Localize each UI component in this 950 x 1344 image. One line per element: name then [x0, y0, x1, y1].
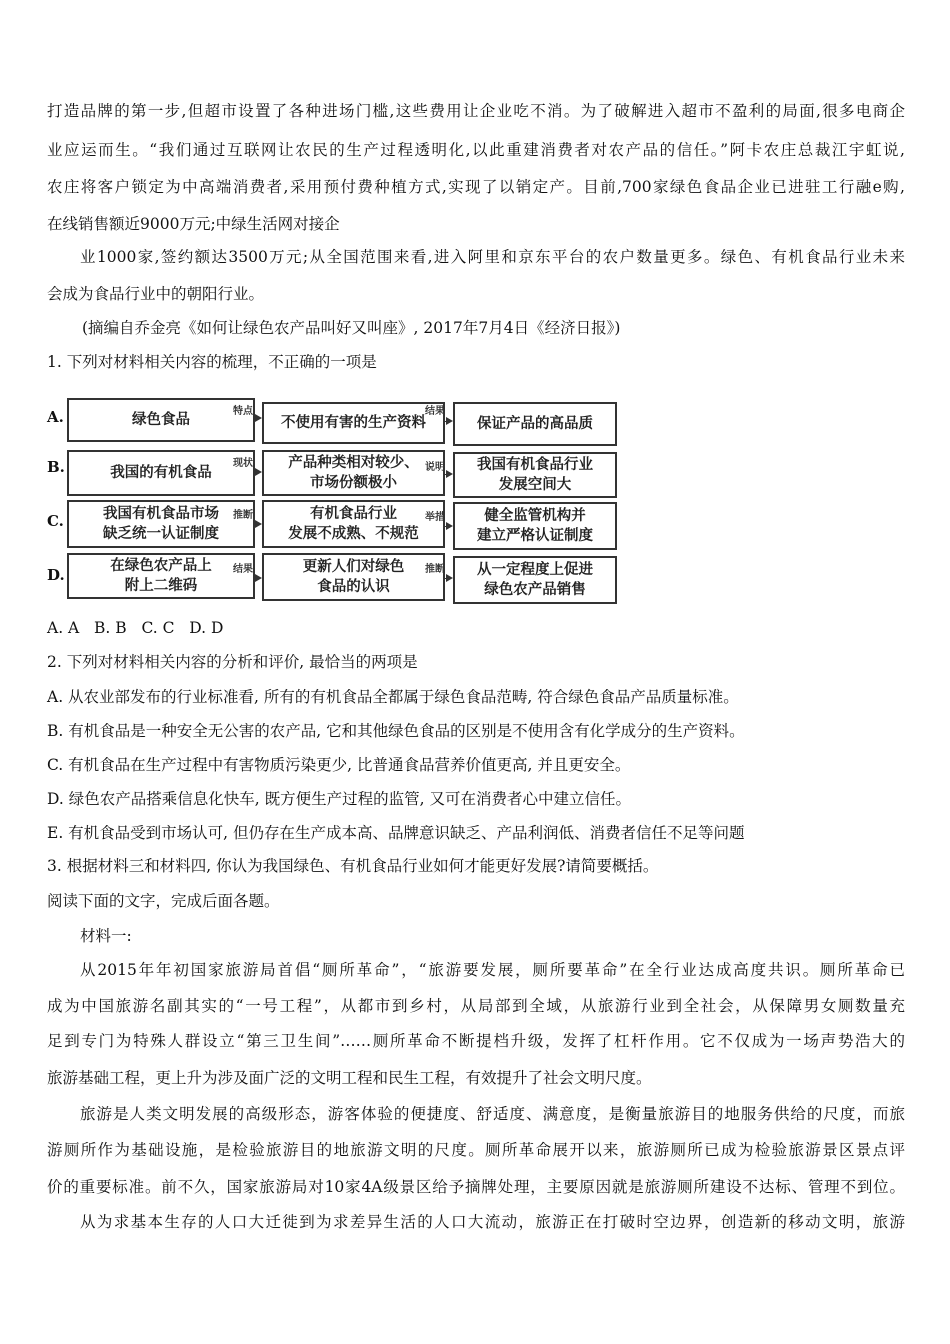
diagram-box: 健全监管机构并 建立严格认证制度	[453, 502, 617, 550]
source-citation: (摘编自乔金亮《如何让绿色农产品叫好又叫座》, 2017年7月4日《经济日报》)	[82, 319, 621, 337]
diagram-box: 我国有机食品行业 发展空间大	[453, 452, 617, 498]
question-1-stem: 1. 下列对材料相关内容的梳理，不正确的一项是	[47, 353, 377, 371]
question-1-options: A. A B. B C. C D. D	[47, 619, 224, 637]
paragraph-line: 游厕所作为基础设施，是检验旅游目的地旅游文明的尺度。厕所革命展开以来，旅游厕所已成为检验旅游景区景点评	[47, 1141, 905, 1159]
arrow-icon	[445, 526, 451, 527]
instruction: 阅读下面的文字，完成后面各题。	[47, 892, 280, 910]
paragraph-line: 会成为食品行业中的朝阳行业。	[47, 285, 265, 303]
paragraph-line: 业应运而生。“我们通过互联网让农民的生产过程透明化,以此重建消费者对农产品的信任。”阿卡农庄总裁江宇虹说,	[47, 141, 905, 159]
paragraph-line: 在线销售额近9000万元;中绿生活网对接企	[47, 215, 340, 233]
arrow-label: 现状	[233, 458, 253, 469]
diagram-box: 保证产品的高品质	[453, 402, 617, 446]
question-2-option-a: A. 从农业部发布的行业标准看, 所有的有机食品全都属于绿色食品范畴, 符合绿色食品产品质量标准。	[47, 688, 739, 706]
arrow-icon	[445, 421, 451, 422]
paragraph-line: 旅游基础工程，更上升为涉及面广泛的文明工程和民生工程，有效提升了社会文明尺度。	[47, 1069, 652, 1087]
paragraph-line: 从为求基本生存的人口大迁徙到为求差异生活的人口大流动，旅游正在打破时空边界，创造新的移动文明，旅游	[80, 1213, 905, 1231]
paragraph-line: 业1000家,签约额达3500万元;从全国范围来看,进入阿里和京东平台的农户数量更多。绿色、有机食品行业未来	[80, 248, 905, 266]
arrow-icon	[255, 524, 260, 525]
paragraph-line: 从2015年年初国家旅游局首倡“厕所革命”，“旅游要发展，厕所要革命”在全行业达成高度共识。厕所革命已	[80, 961, 905, 979]
diagram-box: 我国的有机食品	[67, 450, 255, 496]
diagram-box: 我国有机食品市场 缺乏统一认证制度	[67, 500, 255, 548]
diagram-box: 不使用有害的生产资料	[262, 402, 445, 444]
arrow-label: 特点	[233, 406, 253, 417]
arrow-label: 结果	[233, 564, 253, 575]
paragraph-line: 价的重要标准。前不久，国家旅游局对10家4A级景区给予摘牌处理，主要原因就是旅游厕所建设不达标、管理不到位。	[47, 1178, 905, 1196]
row-label: C.	[47, 512, 64, 530]
diagram-box: 在绿色农产品上 附上二维码	[67, 553, 255, 599]
arrow-icon	[255, 578, 260, 579]
paragraph-line: 足到专门为特殊人群设立“第三卫生间”……厕所革命不断提档升级，发挥了杠杆作用。它不仅成为一场声势浩大的	[47, 1032, 905, 1050]
arrow-label: 说明	[425, 462, 445, 473]
diagram-box: 产品种类相对较少、 市场份额极小	[262, 450, 445, 496]
material-1-title: 材料一:	[80, 927, 132, 945]
diagram-box: 有机食品行业 发展不成熟、不规范	[262, 500, 445, 548]
diagram-box: 从一定程度上促进 绿色农产品销售	[453, 556, 617, 604]
question-2-stem: 2. 下列对材料相关内容的分析和评价, 最恰当的两项是	[47, 653, 418, 671]
row-label: B.	[47, 458, 65, 476]
arrow-label: 推断	[233, 510, 253, 521]
arrow-label: 推断	[425, 564, 445, 575]
row-label: D.	[47, 566, 65, 584]
arrow-icon	[255, 472, 260, 473]
paragraph-line: 农庄将客户锁定为中高端消费者,采用预付费种植方式,实现了以销定产。目前,700家绿色食品企业已进驻工行融e购,	[47, 178, 905, 196]
arrow-icon	[445, 474, 451, 475]
arrow-label: 结果	[425, 406, 445, 417]
diagram-box: 绿色食品	[67, 398, 255, 442]
arrow-label: 举措	[425, 512, 445, 523]
question-1-diagram	[45, 388, 620, 603]
paragraph-line: 打造品牌的第一步,但超市设置了各种进场门槛,这些费用让企业吃不消。为了破解进入超市不盈利的局面,很多电商企	[47, 102, 905, 120]
arrow-icon	[445, 578, 451, 579]
paragraph-line: 旅游是人类文明发展的高级形态，游客体验的便捷度、舒适度、满意度，是衡量旅游目的地服务供给的尺度，而旅	[80, 1105, 905, 1123]
diagram-box: 更新人们对绿色 食品的认识	[262, 553, 445, 601]
row-label: A.	[47, 408, 64, 426]
question-2-option-c: C. 有机食品在生产过程中有害物质污染更少, 比普通食品营养价值更高, 并且更安全。	[47, 756, 631, 774]
question-3-stem: 3. 根据材料三和材料四, 你认为我国绿色、有机食品行业如何才能更好发展?请简要概括。	[47, 857, 659, 875]
question-2-option-d: D. 绿色农产品搭乘信息化快车, 既方便生产过程的监管, 又可在消费者心中建立信任。	[47, 790, 631, 808]
arrow-icon	[255, 418, 260, 419]
question-2-option-b: B. 有机食品是一种安全无公害的农产品, 它和其他绿色食品的区别是不使用含有化学成分的生产资料。	[47, 722, 745, 740]
paragraph-line: 成为中国旅游名副其实的“一号工程”，从都市到乡村，从局部到全域，从旅游行业到全社会，从保障男女厕数量充	[47, 997, 905, 1015]
question-2-option-e: E. 有机食品受到市场认可, 但仍存在生产成本高、品牌意识缺乏、产品利润低、消费者信任不足等问题	[47, 824, 745, 842]
